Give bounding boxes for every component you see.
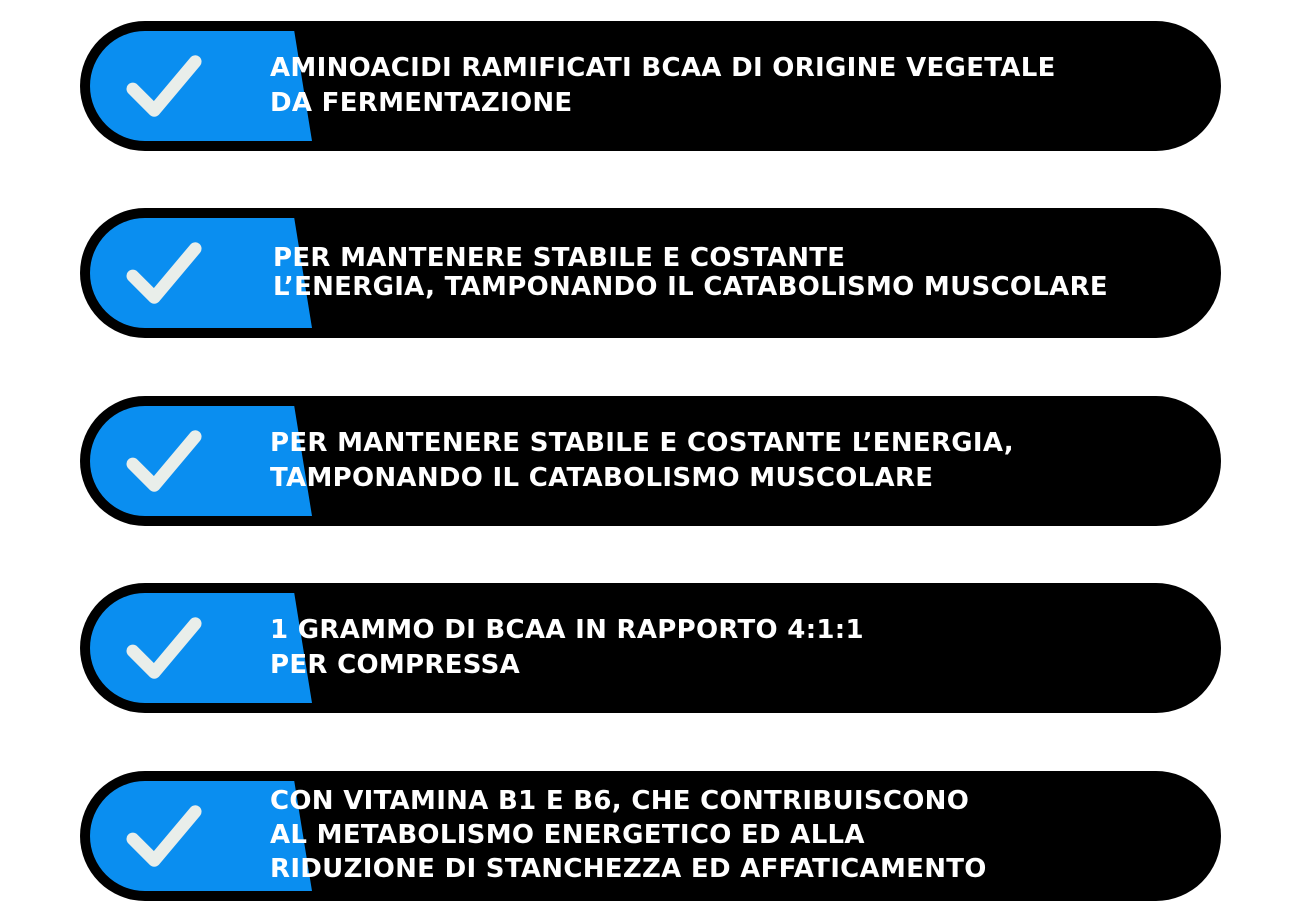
feature-line: 1 GRAMMO DI BCAA IN RAPPORTO 4:1:1 (270, 614, 864, 645)
feature-line: TAMPONANDO IL CATABOLISMO MUSCOLARE (270, 463, 934, 493)
feature-text (270, 771, 1181, 901)
feature-line: PER MANTENERE STABILE E COSTANTE (273, 243, 846, 274)
feature-line: DA FERMENTAZIONE (270, 88, 573, 118)
feature-line: CON VITAMINA B1 E B6, CHE CONTRIBUISCONO (270, 786, 970, 817)
feature-line: PER MANTENERE STABILE E COSTANTE L’ENERGIA, (270, 427, 1014, 458)
feature-item (80, 396, 1221, 526)
check-icon (125, 235, 203, 313)
check-icon (125, 798, 203, 876)
feature-item (80, 583, 1221, 713)
feature-item (80, 208, 1221, 338)
feature-text (270, 583, 1181, 713)
check-icon (125, 48, 203, 126)
feature-item (80, 771, 1221, 901)
feature-text (270, 21, 1181, 151)
feature-line: RIDUZIONE DI STANCHEZZA ED AFFATICAMENTO (270, 853, 987, 884)
feature-line: L’ENERGIA, TAMPONANDO IL CATABOLISMO MUSCOLARE (273, 272, 1108, 302)
check-icon (125, 423, 203, 501)
feature-text (270, 396, 1181, 526)
check-icon (125, 610, 203, 688)
feature-text (273, 208, 1181, 338)
feature-line: PER COMPRESSA (270, 650, 521, 680)
feature-line: AL METABOLISMO ENERGETICO ED ALLA (270, 820, 865, 851)
feature-item (80, 21, 1221, 151)
feature-line: AMINOACIDI RAMIFICATI BCAA DI ORIGINE VEGETALE (270, 52, 1056, 83)
